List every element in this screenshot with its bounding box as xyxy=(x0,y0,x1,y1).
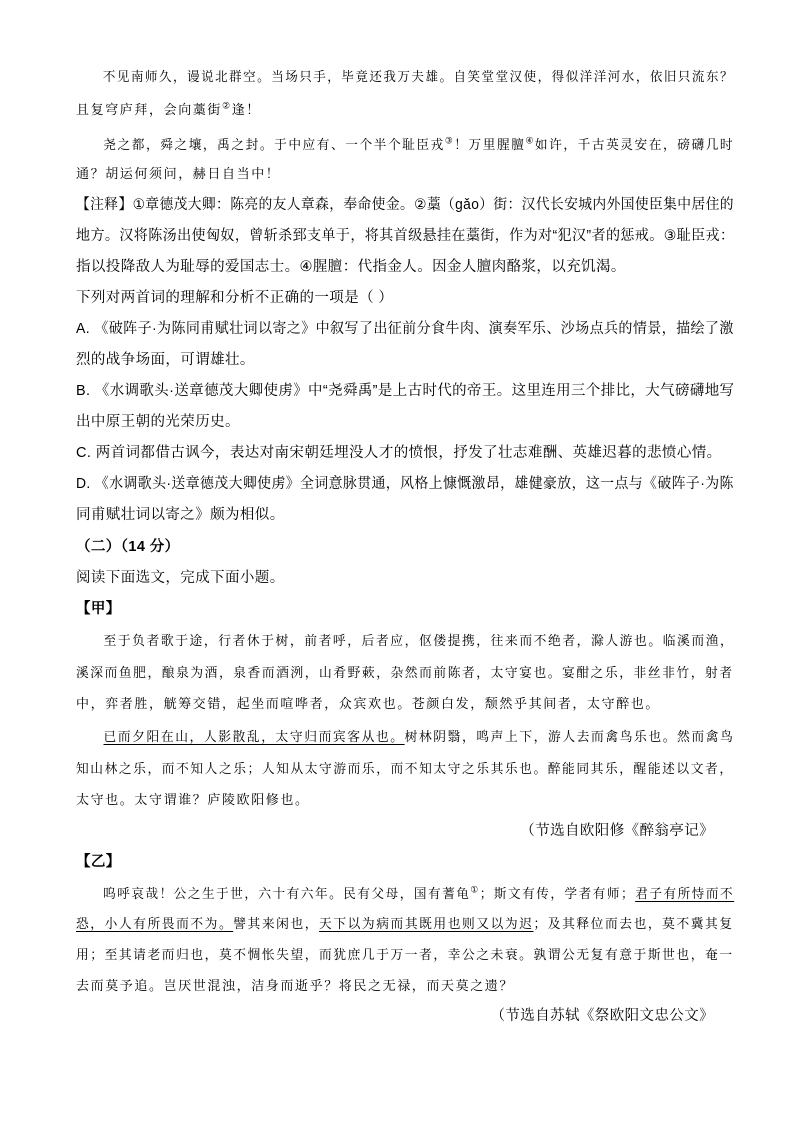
poem-line-2a: 且复穹庐拜，会向藁街 xyxy=(76,103,223,118)
option-a-line-1: A. 《破阵子·为陈同甫赋壮词以寄之》中叙写了出征前分食牛肉、演奏军乐、沙场点兵的情景，描绘了激 xyxy=(76,321,734,337)
footnote-marker: ③ xyxy=(444,136,455,147)
section-heading: （二）（14 分） xyxy=(76,539,180,555)
jia-line-6: 太守也。太守谓谁？庐陵欧阳修也。 xyxy=(76,793,310,808)
note-line-2: 地方。汉将陈汤出使匈奴，曾斩杀郅支单于，将其首级悬挂在藁街，作为对“犯汉”者的惩戒。③耻臣戎： xyxy=(76,228,735,244)
yi-line-2a: 譬其来闲也， xyxy=(233,917,320,932)
passage-yi-label: 【乙】 xyxy=(76,854,121,870)
yi-line-3: 用；至其请老而归也，莫不惆怅失望，而犹庶几于万一者，幸公之未衰。孰谓公无复有意于斯世也，奄一 xyxy=(76,948,734,963)
poem-line-3a: 尧之都，舜之壤，禹之封。于中应有、一个半个耻臣戎 xyxy=(103,138,445,153)
poem-line-3 xyxy=(76,134,734,153)
option-b-line-2: 出中原王朝的光荣历史。 xyxy=(76,414,240,430)
yi-line-1a: 呜呼哀哉！公之生于世，六十有六年。民有父母，国有蓍龟 xyxy=(103,887,471,902)
yi-line-4: 去而莫予追。岂厌世混浊，洁身而逝乎？将民之无禄，而天莫之遗？ xyxy=(76,979,515,994)
passage-jia-label: 【甲】 xyxy=(76,601,121,617)
underlined-sentence: 恐，小人有所畏而不为。 xyxy=(76,917,234,932)
yi-line-2b: ；及其释位而去也，莫不冀其复 xyxy=(533,917,734,932)
note-line-3: 指以投降敌人为耻辱的爱国志士。④腥膻：代指金人。因金人膻肉酪浆，以充饥渴。 xyxy=(76,259,626,275)
jia-line-4-rest: 树林阴翳，鸣声上下，游人去而禽鸟乐也。然而禽鸟 xyxy=(404,730,735,745)
poem-line-3b: ！万里腥膻 xyxy=(454,138,526,153)
underlined-sentence: 已而夕阳在山，人影散乱，太守归而宾客从也。 xyxy=(103,730,405,745)
note-line-1: 【注释】①章德茂大卿：陈亮的友人章森，奉命使金。②藁（gǎo）街：汉代长安城内外国使臣集中居住的 xyxy=(76,197,734,213)
yi-line-1b: ；斯文有传，学者有师； xyxy=(479,887,636,902)
option-c: C. 两首词都借古讽今，表达对南宋朝廷埋没人才的愤恨，抒发了壮志难酬、英雄迟暮的悲愤心情。 xyxy=(76,445,722,461)
yi-source: （节选自苏轼《祭欧阳文忠公文》 xyxy=(490,1008,714,1024)
jia-line-1: 至于负者歌于途，行者休于树，前者呼，后者应，伛偻提携，往来而不绝者，滁人游也。临溪而渔， xyxy=(103,634,735,649)
yi-line-1 xyxy=(76,883,734,902)
jia-line-5: 知山林之乐，而不知人之乐；人知从太守游而乐，而不知太守之乐其乐也。醉能同其乐，醒能述以文者， xyxy=(76,762,734,777)
option-b-line-1: B. 《水调歌头·送章德茂大卿使虏》中“尧舜禹”是上古时代的帝王。这里连用三个排比，大气磅礴地写 xyxy=(76,383,735,399)
footnote-marker: ② xyxy=(222,101,232,112)
jia-line-3: 中，弈者胜，觥筹交错，起坐而喧哗者，众宾欢也。苍颜白发，颓然乎其间者，太守醉也。 xyxy=(76,697,661,712)
option-a-line-2: 烈的战争场面，可谓雄壮。 xyxy=(76,352,255,368)
underlined-sentence: 天下以为病而其既用也则又以为迟 xyxy=(319,917,534,932)
poem-line-3c: 如许，千古英灵安在，磅礴几时 xyxy=(534,138,735,153)
option-d-line-1: D. 《水调歌头·送章德茂大卿使虏》全词意脉贯通，风格上慷慨激昂，雄健豪放，这一点与《破阵子·为陈 xyxy=(76,476,734,492)
section-instruction: 阅读下面选文，完成下面小题。 xyxy=(76,570,285,586)
option-d-line-2: 同甫赋壮词以寄之》颇为相似。 xyxy=(76,507,285,523)
footnote-marker: ④ xyxy=(525,136,535,147)
question-stem: 下列对两首词的理解和分析不正确的一项是（ ） xyxy=(76,290,394,306)
jia-line-4 xyxy=(76,726,734,745)
yi-line-2 xyxy=(76,913,734,932)
poem-line-4: 通？胡运何须问，赫日自当中！ xyxy=(76,167,281,182)
jia-line-2: 溪深而鱼肥，酿泉为酒，泉香而酒洌，山肴野蔌，杂然而前陈者，太守宴也。宴酣之乐，非丝非竹，射者 xyxy=(76,666,734,681)
footnote-marker: ① xyxy=(470,885,480,896)
poem-line-1: 不见南师久，谩说北群空。当场只手，毕竟还我万夫雄。自笑堂堂汉使，得似洋洋河水，依旧只流东？ xyxy=(102,70,735,85)
poem-line-2 xyxy=(76,99,261,118)
poem-line-2b: 逢！ xyxy=(231,103,261,118)
jia-source: （节选自欧阳修《醉翁亭记》 xyxy=(520,823,714,839)
underlined-sentence: 君子有所恃而不 xyxy=(635,887,735,902)
